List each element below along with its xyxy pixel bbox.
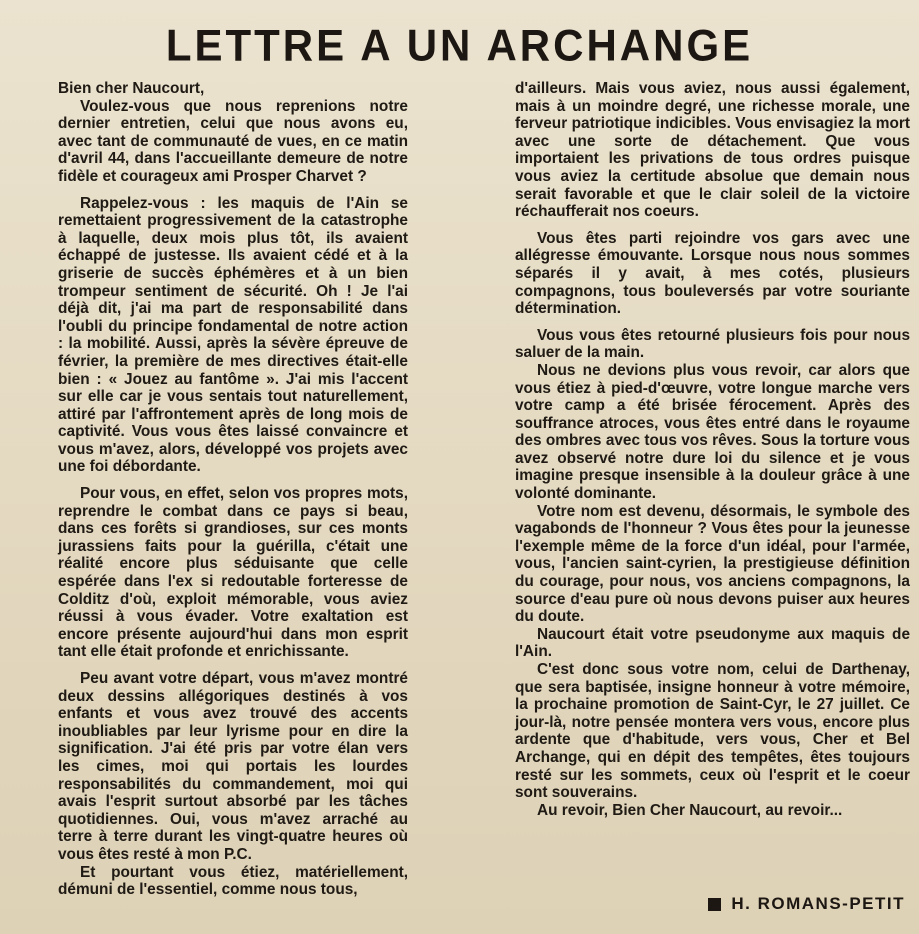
signature — [708, 894, 905, 914]
paragraph: C'est donc sous votre nom, celui de Darthenay, que sera baptisée, insigne honneur à votre mémoire, la prochaine promotion de Saint-Cyr, le 27 juillet. Ce jour-là, notre pensée montera vers vous, encore plus ardente que d'habitude, vers vous, Cher et Bel Archange, qui en dépit des tempêtes, êtes toujours resté sur les sommets, ceux où l'esprit et le coeur sont souverains. — [515, 661, 910, 802]
right-column — [515, 80, 910, 819]
paragraph: d'ailleurs. Mais vous aviez, nous aussi également, mais à un moindre degré, une richesse morale, une ferveur patriotique indicibles. Vous envisagiez la mort avec une sorte de détachement. Que vous importaient les privations de tous ordres puisque vous aviez la certitude absolue que demain nous serait favorable et que le clair soleil de la victoire réchaufferait nos coeurs. — [515, 80, 910, 221]
left-column — [58, 80, 408, 899]
paragraph: Votre nom est devenu, désormais, le symbole des vagabonds de l'honneur ? Vous êtes pour la jeunesse l'exemple même de la force d'un idéal, pour l'armée, vous, l'ancien saint-cyrien, la prestigieuse définition du courage, pour nous, vos anciens compagnons, la source d'eau pure où nous devons puiser aux heures du doute. — [515, 502, 910, 626]
paragraph: Et pourtant vous étiez, matériellement, démuni de l'essentiel, comme nous tous, — [58, 863, 408, 899]
paragraph: Vous êtes parti rejoindre vos gars avec une allégresse émouvante. Lorsque nous nous sommes séparés il y avait, à mes cotés, plusieurs compagnons, tous bouleversés par votre souriante détermination. — [515, 229, 910, 318]
paragraph: Peu avant votre départ, vous m'avez montré deux dessins allégoriques destinés à vos enfants et vous avez trouvé des accents inoubliables par leur lyrisme pour en dire la signification. J'ai été pris par votre élan vers les cimes, moi qui portais les lourdes responsabilités du commandement, moi qui avais l'esprit surtout absorbé par les tâches quotidiennes. Oui, vous m'avez arraché au terre à terre durant les vingt-quatre heures où vous êtes resté à mon P.C. — [58, 670, 408, 863]
paragraph: Naucourt était votre pseudonyme aux maquis de l'Ain. — [515, 625, 910, 661]
paragraph: Nous ne devions plus vous revoir, car alors que vous étiez à pied-d'œuvre, votre longue marche vers votre camp a été brisée férocement. Après des souffrance atroces, vous êtes entré dans le royaume des ombres avec tous vos rêves. Sous la torture vous avez observé notre dure loi du silence et je vous imagine presque insensible à la douleur grâce à une volonté dominante. — [515, 361, 910, 503]
column-divider — [466, 82, 467, 922]
paragraph: Pour vous, en effet, selon vos propres mots, reprendre le combat dans ce pays si beau, dans ces forêts si grandioses, sur ces monts jurassiens faits pour la guérilla, c'était une réalité encore plus séduisante que celle espérée dans l'ex si redoutable forteresse de Colditz d'où, exploit mémorable, vous aviez réussi à vous évader. Votre exaltation est encore présente aujourd'hui dans mon esprit tant elle était profonde et enrichissante. — [58, 485, 408, 661]
paragraph: Voulez-vous que nous reprenions notre dernier entretien, celui que nous avons eu, avec tant de communauté de vues, en ce matin d'avril 44, dans l'accueillante demeure de notre fidèle et courageux ami Prosper Charvet ? — [58, 97, 408, 185]
paragraph: Vous vous êtes retourné plusieurs fois pour nous saluer de la main. — [515, 326, 910, 362]
author-name: H. ROMANS-PETIT — [731, 894, 905, 913]
paragraph: Au revoir, Bien Cher Naucourt, au revoir... — [537, 801, 843, 819]
paragraph: Rappelez-vous : les maquis de l'Ain se remettaient progressivement de la catastrophe à laquelle, deux mois plus tôt, ils avaient échappé de justesse. Ils avaient cédé et à la griserie de succès éphémères et à un bien trompeur sentiment de sécurité. Oh ! Je l'ai déjà dit, j'ai ma part de responsabilité dans l'oubli du principe fondamental de notre action : la mobilité. Aussi, après la sévère épreuve de février, la première de mes directives était-elle bien : « Jouez au fantôme ». J'ai mis l'accent sur elle car je vous sentais tout naturellement, attiré par l'affrontement après de long mois de captivité. Vous vous êtes laissé convaincre et vous m'avez, alors, développé vos projets avec une foi débordante. — [58, 194, 408, 476]
article-title: LETTRE A UN ARCHANGE — [165, 20, 754, 71]
square-bullet-icon — [708, 898, 721, 911]
salutation: Bien cher Naucourt, — [58, 80, 205, 97]
